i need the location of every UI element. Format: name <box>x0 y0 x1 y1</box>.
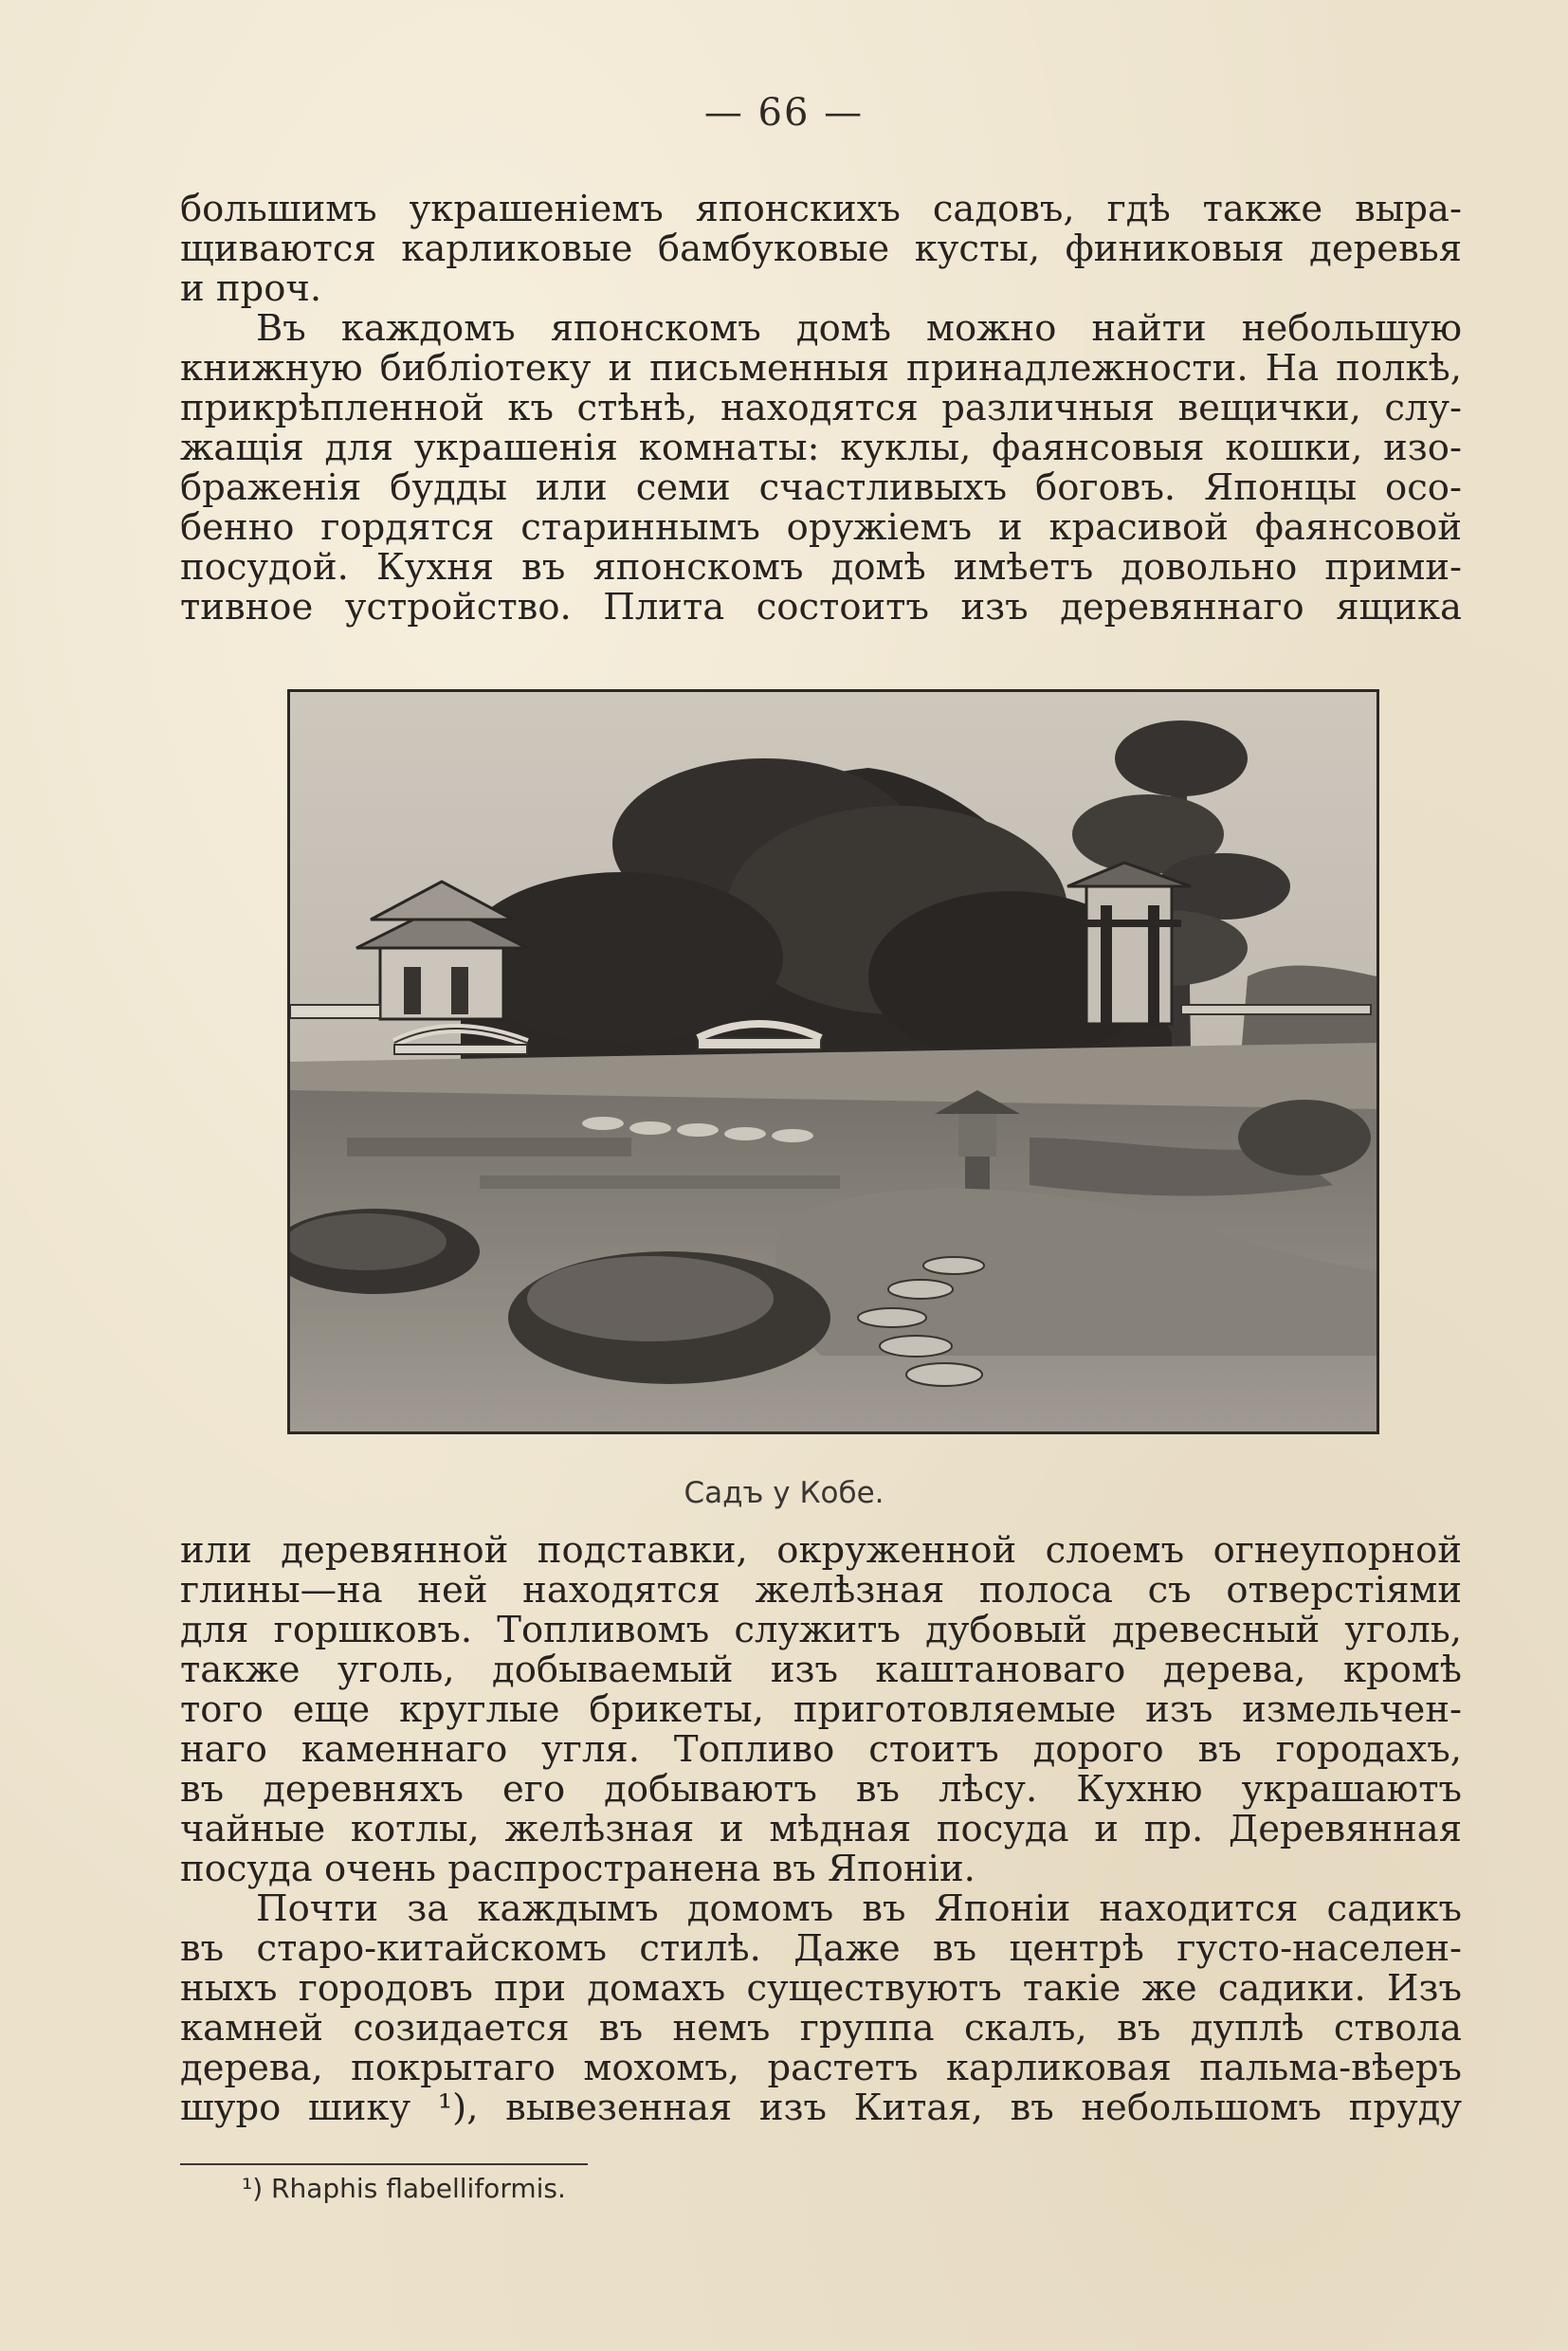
text-line: камней созидается въ немъ группа скалъ, въ дуплѣ ствола <box>180 2007 1462 2050</box>
text-line: дерева, покрытаго мохомъ, растетъ карликовая пальма-вѣеръ <box>180 2047 1462 2089</box>
footnote-divider <box>180 2163 588 2165</box>
text-line: въ старо-китайскомъ стилѣ. Даже въ центрѣ густо-населен- <box>180 1927 1462 1970</box>
text-line: въ деревняхъ его добываютъ въ лѣсу. Кухню украшаютъ <box>180 1768 1462 1811</box>
text-line: бенно гордятся стариннымъ оружiемъ и красивой фаянсовой <box>180 506 1462 549</box>
text-line: наго каменнаго угля. Топливо стоитъ дорого въ городахъ, <box>180 1728 1462 1771</box>
text-line: ныхъ городовъ при домахъ существуютъ такiе же садики. Изъ <box>180 1967 1462 2010</box>
text-line: посуда очень распространена въ Японiи. <box>180 1848 975 1890</box>
text-line: книжную библiотеку и письменныя принадлежности. На полкѣ, <box>180 347 1462 390</box>
text-line: прикрѣпленной къ стѣнѣ, находятся различныя вещички, слу- <box>180 387 1462 429</box>
garden-photo-illustration <box>290 692 1377 1431</box>
text-line: большимъ украшенiемъ японскихъ садовъ, гдѣ также выра- <box>180 188 1462 230</box>
garden-photograph <box>287 689 1379 1434</box>
text-line: глины—на ней находятся желѣзная полоса съ отверстiями <box>180 1569 1462 1612</box>
text-line: Почти за каждымъ домомъ въ Японiи находится садикъ <box>256 1887 1462 1930</box>
text-line: шуро шику ¹), вывезенная изъ Китая, въ небольшомъ пруду <box>180 2087 1462 2129</box>
text-line: Въ каждомъ японскомъ домѣ можно найти небольшую <box>256 307 1462 350</box>
figure-caption: Садъ у Кобе. <box>684 1476 884 1510</box>
text-line: или деревянной подставки, окруженной слоемъ огнеупорной <box>180 1529 1462 1572</box>
text-line: щиваются карликовые бамбуковые кусты, финиковыя деревья <box>180 228 1462 270</box>
text-line: чайные котлы, желѣзная и мѣдная посуда и пр. Деревянная <box>180 1808 1462 1850</box>
text-line: и проч. <box>180 267 322 310</box>
text-line: того еще круглые брикеты, приготовляемые изъ измельчен- <box>180 1688 1462 1731</box>
text-line: также уголь, добываемый изъ каштановаго дерева, кромѣ <box>180 1649 1462 1691</box>
page-number: — 66 — <box>703 91 865 135</box>
text-line: посудой. Кухня въ японскомъ домѣ имѣетъ довольно прими- <box>180 546 1462 589</box>
footnote: ¹) Rhaphis flabelliformis. <box>242 2173 566 2204</box>
text-block-top <box>180 190 1462 628</box>
text-block-bottom <box>180 1531 1462 2128</box>
text-line: тивное устройство. Плита состоитъ изъ деревяннаго ящика <box>180 586 1462 629</box>
text-line: браженiя будды или семи счастливыхъ боговъ. Японцы осо- <box>180 466 1462 509</box>
text-line: для горшковъ. Топливомъ служитъ дубовый древесный уголь, <box>180 1609 1462 1651</box>
text-line: жащiя для украшенiя комнаты: куклы, фаянсовыя кошки, изо- <box>180 427 1462 469</box>
